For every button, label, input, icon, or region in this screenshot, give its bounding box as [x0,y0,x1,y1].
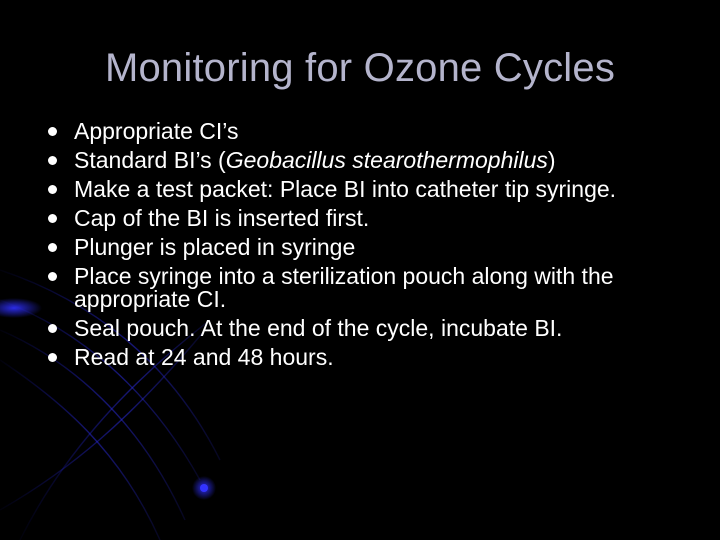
bullet-text: Make a test packet: Place BI into catheter tip syringe. [74,176,617,202]
bullet-item [48,149,688,172]
bullet-item [48,265,688,311]
bullet-item [48,178,688,201]
bullet-item [48,346,688,369]
bullet-text-part: ) [547,147,556,173]
bullet-dot-icon [48,243,57,252]
bullet-item [48,120,688,143]
slide-title: Monitoring for Ozone Cycles [104,46,616,90]
bullet-dot-icon [48,214,57,223]
bullet-dot-icon [48,185,57,194]
bullet-dot-icon [48,272,57,281]
bullet-text: Place syringe into a sterilization pouch along with the appropriate CI. [74,263,614,312]
bullet-text: Plunger is placed in syringe [74,234,356,260]
bullet-item [48,317,688,340]
bullet-text: Cap of the BI is inserted first. [74,205,370,231]
bullet-list [48,120,688,375]
bullet-text-part: Standard BI’s ( [74,147,226,173]
bullet-text: Seal pouch. At the end of the cycle, incubate BI. [74,315,563,341]
glow-halo [192,476,216,500]
bullet-dot-icon [48,127,57,136]
bullet-dot-icon [48,353,57,362]
bullet-item [48,236,688,259]
bullet-text: Read at 24 and 48 hours. [74,344,334,370]
bullet-dot-icon [48,156,57,165]
bullet-text [74,147,556,173]
species-name: Geobacillus stearothermophilus [225,147,548,173]
bullet-dot-icon [48,324,57,333]
bullet-text: Appropriate CI’s [74,118,239,144]
bullet-item [48,207,688,230]
